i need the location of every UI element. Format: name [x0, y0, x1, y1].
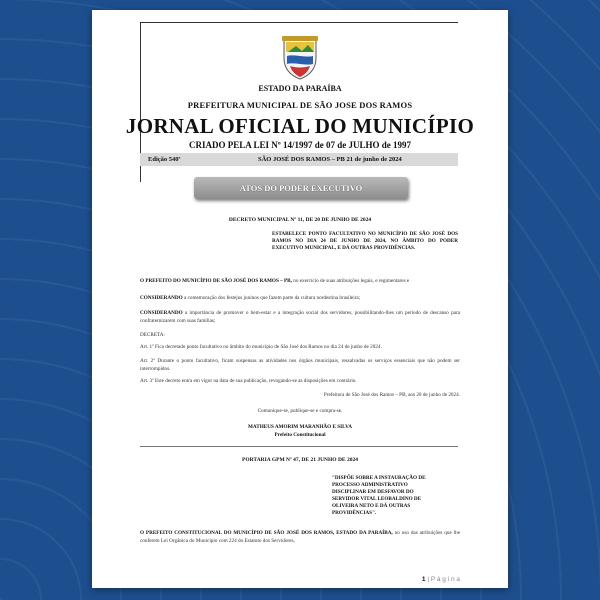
- decree-decreta: DECRETA:: [140, 332, 165, 338]
- portaria-ementa: "DISPÕE SOBRE A INSTAURAÇÃO DE PROCESSO ADMINISTRATIVO DISCIPLINAR EM DESFAVOR DO SERVIDOR VITAL LEOBALDINO DE OLIVEIRA NETO E DÁ OUTRAS PROVIDÊNCIAS".: [332, 475, 426, 516]
- journal-title: JORNAL OFICIAL DO MUNICÍPIO: [125, 114, 475, 138]
- edition-location-date: SÃO JOSÉ DOS RAMOS – PB 21 de junho de 2024: [258, 156, 402, 163]
- consider-1-rest: a comemoração dos festejos juninos que fazem parte da cultura nordestina brasileira;: [183, 295, 361, 301]
- decree-consider-2: [140, 310, 460, 325]
- consider-2-rest: a importância de promover o bem-estar e a integração social dos servidores, possibilitando-lhes um período de descanso para confraternizarem com suas famílias;: [140, 310, 461, 324]
- page-label: | P á g i n a: [427, 576, 460, 583]
- decree-intro: [140, 278, 460, 286]
- portaria-intro: [140, 530, 460, 545]
- decree-place-date: Prefeitura de São José dos Ramos – PB, aos 20 de junho de 2024.: [323, 392, 460, 398]
- decree-art-2: Art. 2º Durante o ponto facultativo, ficam suspensas as atividades nos órgãos municipais, ressalvadas os serviços essenciais que não podem ser interrompidos.: [140, 358, 460, 372]
- decree-signer-role: Prefeito Constitucional: [274, 432, 326, 438]
- consider-1-bold: CONSIDERANDO: [140, 295, 183, 301]
- decree-consider-1: [140, 295, 460, 303]
- decree-title: DECRETO MUNICIPAL Nº 11, DE 20 DE JUNHO DE 2024: [228, 217, 372, 223]
- edition-bar: [140, 153, 458, 166]
- edition-number: Edição 540ª: [148, 156, 181, 163]
- decree-intro-rest: no exercício de suas atribuições legais, e regimentares e: [293, 278, 410, 284]
- creation-law: CRIADO PELA LEI Nº 14/1997 de 07 de JULHO de 1997: [189, 140, 411, 150]
- decree-art-3: Art. 3º Este decreto entra em vigor na data de sua publicação, revogando-se as disposições em contrário.: [140, 378, 357, 384]
- decree-ementa: ESTABELECE PONTO FACULTATIVO NO MUNICÍPIO DE SÃO JOSÉ DOS RAMOS NO DIA 24 DE JUNHO DE 2024, NO ÂMBITO DO PODER EXECUTIVO MUNICIPAL, E DÁ OUTRAS PROVIDÊNCIAS.: [272, 231, 458, 251]
- state-name: ESTADO DA PARAÍBA: [258, 84, 342, 93]
- section-banner: ATOS DO PODER EXECUTIVO: [194, 177, 408, 199]
- section-divider: [140, 446, 458, 447]
- frame-line-top: [140, 22, 458, 23]
- municipal-crest-icon: [280, 34, 320, 80]
- page-number: 1: [421, 576, 426, 583]
- decree-art-1: Art. 1º Fica decretado ponto facultativo no âmbito do município de São José dos Ramos no dia 24 de junho de 2024.: [140, 344, 382, 350]
- portaria-title: PORTARIA GPM Nº 47, DE 21 JUNHO DE 2024: [242, 457, 358, 463]
- decree-intro-bold: O PREFEITO DO MUNICÍPIO DE SÃO JOSÉ DOS RAMOS – PB,: [140, 278, 292, 284]
- portaria-intro-bold: O PREFEITO CONSTITUCIONAL DO MUNICÍPIO DE SÃO JOSÉ DOS RAMOS, ESTADO DA PARAÍBA,: [140, 530, 393, 536]
- prefecture-name: PREFEITURA MUNICIPAL DE SÃO JOSE DOS RAMOS: [187, 100, 413, 110]
- page-footer: [422, 576, 460, 583]
- journal-page: [92, 10, 508, 588]
- decree-closing: Comunique-se, publique-se e cumpra-se.: [257, 408, 343, 414]
- consider-2-bold: CONSIDERANDO: [140, 310, 183, 316]
- portaria-intro-rest: no uso das atribuições que lhe conferem Lei Orgânica do Município com 224 do Estatuto dos Servidores,: [140, 530, 461, 544]
- decree-signer: MATHEUS AMORIM MARANHÃO E SILVA: [248, 424, 352, 430]
